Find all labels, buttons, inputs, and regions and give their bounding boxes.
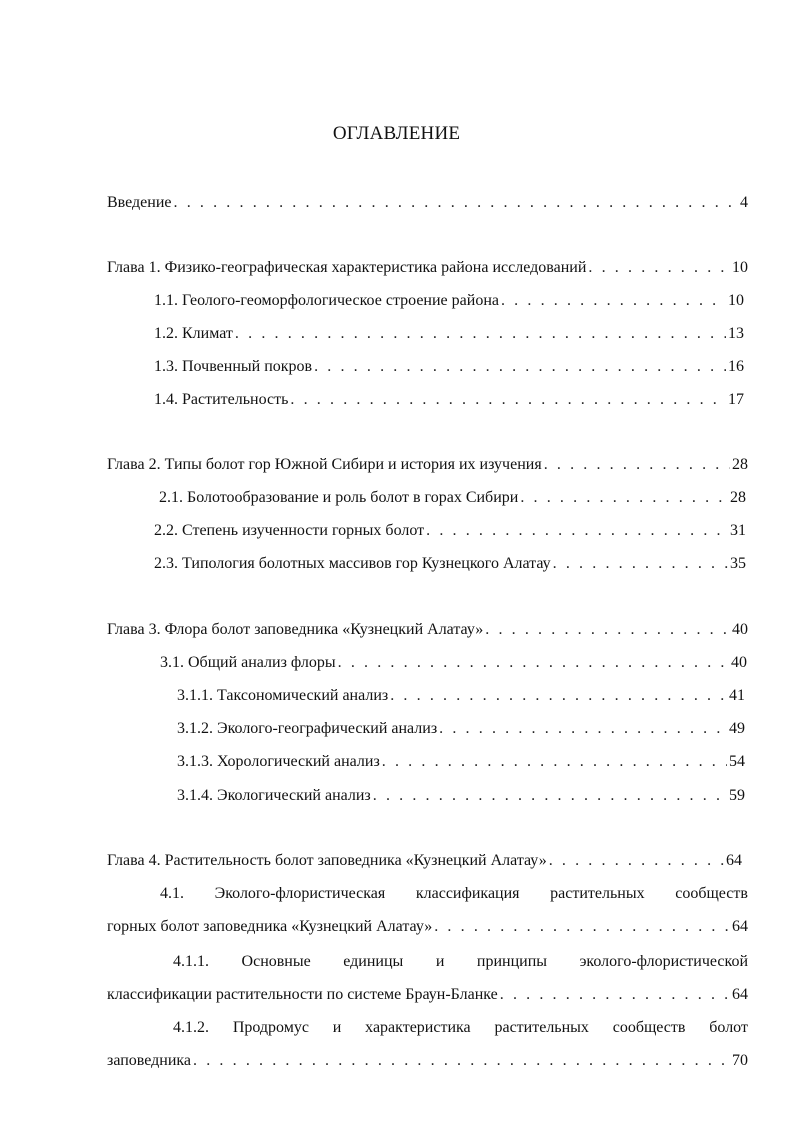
dot-leader — [439, 719, 727, 739]
toc-page: 64 — [732, 986, 748, 1003]
toc-label: заповедника — [107, 1052, 192, 1069]
toc-page: 41 — [729, 687, 745, 704]
toc-page: 4 — [740, 194, 748, 211]
dot-leader — [193, 1051, 730, 1071]
toc-entry-4-1-2-line2[interactable] — [107, 1051, 748, 1071]
toc-page: 10 — [728, 292, 744, 309]
toc-page: 10 — [732, 259, 748, 276]
toc-label: 3.1.2. Эколого-географический анализ — [177, 720, 438, 737]
toc-label: Глава 2. Типы болот гор Южной Сибири и история их изучения — [107, 456, 542, 473]
toc-page: 49 — [729, 720, 745, 737]
toc-entry-4-1-1-line2[interactable] — [107, 985, 748, 1005]
toc-entry-3-1-2[interactable] — [177, 719, 745, 739]
toc-entry-3-1[interactable] — [160, 653, 747, 673]
toc-entry-1-1[interactable] — [154, 291, 744, 311]
toc-page: 59 — [729, 787, 745, 804]
dot-leader — [426, 521, 728, 541]
toc-entry-4-1-1-line1[interactable]: 4.1.1. Основные единицы и принципы эколого-флористической — [173, 953, 748, 970]
toc-label: классификации растительности по системе Браун-Бланке — [107, 986, 498, 1003]
toc-entry-1-4[interactable] — [154, 390, 744, 410]
dot-leader — [373, 786, 727, 806]
dot-leader — [549, 851, 724, 871]
toc-page: 28 — [732, 456, 748, 473]
toc-label: 3.1.3. Хорологический анализ — [177, 753, 380, 770]
toc-label: 1.3. Почвенный покров — [154, 358, 313, 375]
toc-label: 3.1.4. Экологический анализ — [177, 787, 371, 804]
dot-leader — [485, 620, 730, 640]
toc-label: Глава 4. Растительность болот заповедника «Кузнецкий Алатау» — [107, 852, 547, 869]
toc-label: 3.1. Общий анализ флоры — [160, 654, 336, 671]
toc-entry-3-1-3[interactable] — [177, 752, 745, 772]
toc-entry-4-1-line1[interactable]: 4.1. Эколого-флористическая классификация растительных сообществ — [160, 885, 748, 902]
toc-page: 64 — [732, 918, 748, 935]
toc-entry-chapter-2[interactable] — [107, 455, 748, 475]
toc-label: 2.2. Степень изученности горных болот — [154, 522, 425, 539]
toc-label: горных болот заповедника «Кузнецкий Алатау» — [107, 918, 433, 935]
dot-leader — [235, 324, 726, 344]
toc-page: 28 — [730, 489, 746, 506]
toc-label: 2.1. Болотообразование и роль болот в горах Сибири — [159, 489, 519, 506]
dot-leader — [520, 488, 728, 508]
toc-entry-1-2[interactable] — [154, 324, 744, 344]
toc-label: Введение — [107, 194, 172, 211]
toc-page: 13 — [728, 325, 744, 342]
toc-entry-intro[interactable] — [107, 193, 748, 213]
toc-page: 40 — [732, 621, 748, 638]
page-title: ОГЛАВЛЕНИЕ — [332, 123, 461, 144]
toc-entry-3-1-1[interactable] — [177, 686, 745, 706]
toc-entry-4-1-line2[interactable] — [107, 917, 748, 937]
toc-page: 54 — [729, 753, 745, 770]
dot-leader — [290, 390, 726, 410]
toc-page: 17 — [728, 391, 744, 408]
toc-label: 1.2. Климат — [154, 325, 233, 342]
toc-page: 70 — [732, 1052, 748, 1069]
toc-entry-4-1-2-line1[interactable]: 4.1.2. Продромус и характеристика растительных сообществ болот — [173, 1019, 748, 1036]
toc-label: 1.4. Растительность — [154, 391, 289, 408]
toc-page: 64 — [726, 852, 742, 869]
toc-label: 3.1.1. Таксономический анализ — [177, 687, 389, 704]
toc-page: 31 — [730, 522, 746, 539]
toc-entry-chapter-4[interactable] — [107, 851, 742, 871]
dot-leader — [588, 258, 730, 278]
toc-page: 16 — [728, 358, 744, 375]
toc-entry-chapter-3[interactable] — [107, 620, 748, 640]
toc-label: 2.3. Типология болотных массивов гор Кузнецкого Алатау — [154, 555, 551, 572]
toc-page: 35 — [730, 555, 746, 572]
dot-leader — [390, 686, 727, 706]
dot-leader — [553, 554, 728, 574]
dot-leader — [434, 917, 730, 937]
toc-entry-1-3[interactable] — [154, 357, 744, 377]
toc-entry-2-2[interactable] — [154, 521, 746, 541]
toc-label: 1.1. Геолого-геоморфологическое строение района — [154, 292, 499, 309]
toc-page: 40 — [731, 654, 747, 671]
toc-entry-chapter-1[interactable] — [107, 258, 748, 278]
toc-entry-3-1-4[interactable] — [177, 786, 745, 806]
dot-leader — [338, 653, 729, 673]
dot-leader — [501, 291, 726, 311]
toc-label: Глава 3. Флора болот заповедника «Кузнецкий Алатау» — [107, 621, 484, 638]
toc-label: Глава 1. Физико-географическая характеристика района исследований — [107, 259, 587, 276]
dot-leader — [314, 357, 726, 377]
dot-leader — [544, 455, 730, 475]
toc-entry-2-1[interactable] — [159, 488, 746, 508]
dot-leader — [174, 193, 739, 213]
dot-leader — [382, 752, 727, 772]
toc-entry-2-3[interactable] — [154, 554, 746, 574]
dot-leader — [500, 985, 730, 1005]
